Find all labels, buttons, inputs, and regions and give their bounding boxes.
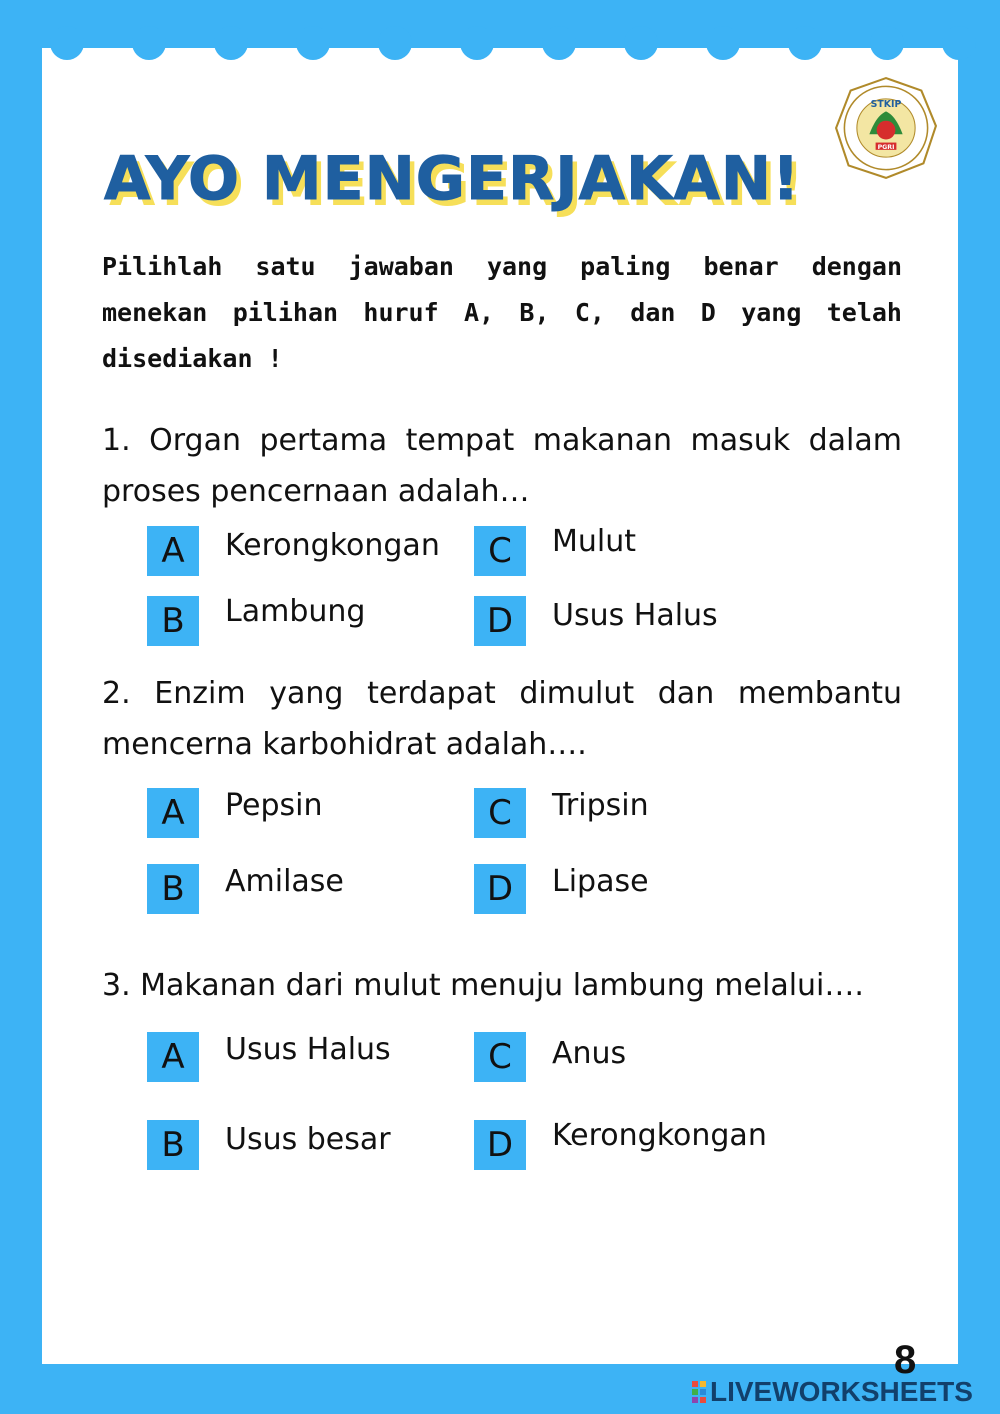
paper-scallop	[542, 26, 576, 60]
paper-scallop	[296, 26, 330, 60]
paper-scallop	[378, 26, 412, 60]
paper-scallop	[214, 26, 248, 60]
page-number: 8	[894, 1338, 917, 1382]
option-text: Tripsin	[552, 788, 649, 823]
option-text: Anus	[552, 1036, 627, 1071]
liveworksheets-logo-icon	[692, 1381, 706, 1403]
option-letter-box[interactable]: D	[474, 596, 526, 646]
option-letter-box[interactable]: D	[474, 1120, 526, 1170]
option-text: Usus Halus	[225, 1032, 391, 1067]
option-text: Kerongkongan	[225, 528, 440, 563]
worksheet-page	[42, 48, 958, 1382]
instruction-text: Pilihlah satu jawaban yang paling benar dengan menekan pilihan huruf A, B, C, dan D yang telah disediakan !	[102, 252, 902, 373]
option-letter-box[interactable]: C	[474, 1032, 526, 1082]
option-text: Lipase	[552, 864, 649, 899]
option-letter-box[interactable]: B	[147, 864, 199, 914]
option-text: Mulut	[552, 524, 637, 559]
option-letter-box[interactable]: A	[147, 526, 199, 576]
paper-scallop	[50, 26, 84, 60]
question-3-text: 3. Makanan dari mulut menuju lambung melalui….	[102, 968, 864, 1003]
option-text: Pepsin	[225, 788, 323, 823]
stkip-seal-logo	[834, 76, 938, 180]
option-letter-box[interactable]: C	[474, 526, 526, 576]
paper-scallop	[870, 26, 904, 60]
seal-label: STKIP	[870, 99, 902, 111]
option-letter-box[interactable]: B	[147, 1120, 199, 1170]
paper-scallop	[624, 26, 658, 60]
option-text: Usus besar	[225, 1122, 391, 1157]
question-1-text: 1. Organ pertama tempat makanan masuk dalam proses pencernaan adalah…	[102, 423, 902, 509]
page-title: AYO MENGERJAKAN!	[104, 144, 801, 214]
option-text: Lambung	[225, 594, 366, 629]
seal-inner-label: PGRI	[877, 143, 895, 151]
liveworksheets-brand[interactable]	[692, 1376, 973, 1408]
option-text: Amilase	[225, 864, 344, 899]
option-text: Kerongkongan	[552, 1118, 767, 1153]
paper-scallop	[942, 26, 976, 60]
liveworksheets-text: LIVEWORKSHEETS	[710, 1376, 973, 1407]
paper-scallop	[788, 26, 822, 60]
option-letter-box[interactable]: A	[147, 788, 199, 838]
option-text: Usus Halus	[552, 598, 718, 633]
paper-scallop	[706, 26, 740, 60]
option-letter-box[interactable]: D	[474, 864, 526, 914]
option-letter-box[interactable]: A	[147, 1032, 199, 1082]
paper-scallop	[132, 26, 166, 60]
question-2-text: 2. Enzim yang terdapat dimulut dan membantu mencerna karbohidrat adalah….	[102, 676, 902, 762]
paper-scallop	[460, 26, 494, 60]
option-letter-box[interactable]: B	[147, 596, 199, 646]
option-letter-box[interactable]: C	[474, 788, 526, 838]
